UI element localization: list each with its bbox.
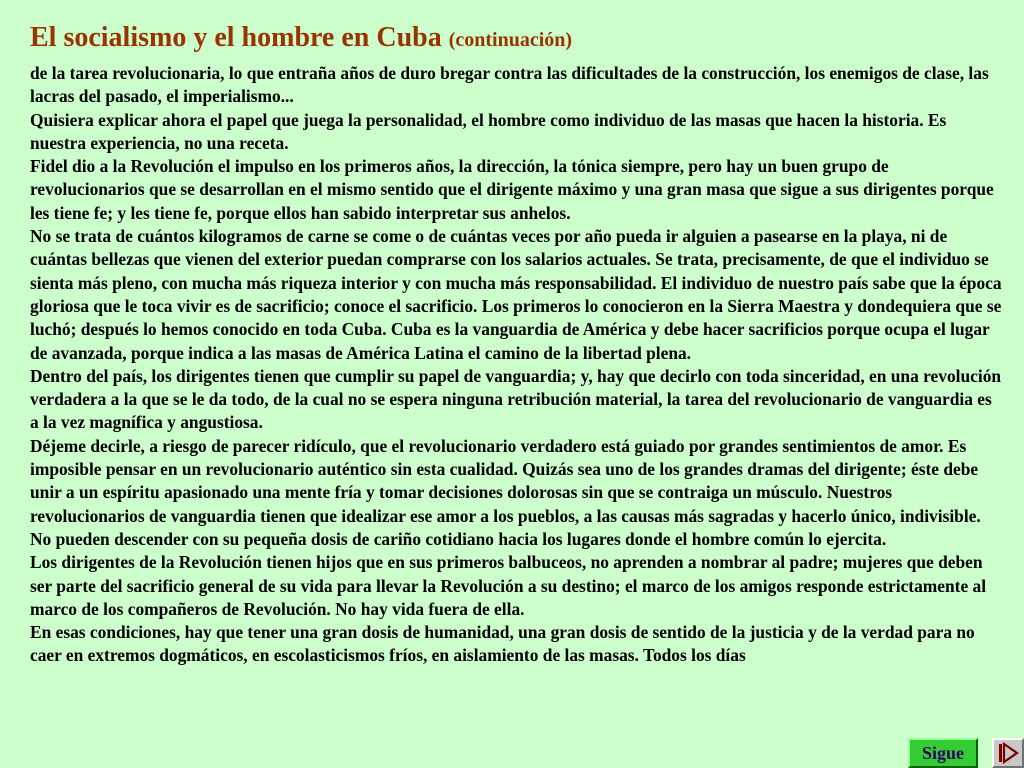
- next-button-label: Sigue: [921, 743, 964, 763]
- page-title: [30, 20, 572, 58]
- next-button[interactable]: [908, 738, 978, 768]
- paragraph: de la tarea revolucionaria, lo que entraña años de duro bregar contra las dificultades de la construcción, los enemigos de clase, las lacras del pasado, el imperialismo...: [30, 63, 989, 107]
- title-main: El socialismo y el hombre en Cuba: [30, 22, 442, 53]
- paragraph: Dentro del país, los dirigentes tienen que cumplir su papel de vanguardia; y, hay que decirlo con toda sinceridad, en una revolución verdadera a la que se le da todo, de la cual no se espera ninguna retribución material, la tarea del revolucionario de vanguardia es a la vez magnífica y angustiosa.: [30, 365, 1002, 433]
- title-subtitle: (continuación): [448, 29, 573, 51]
- body-text: [30, 62, 1002, 668]
- paragraph: Quisiera explicar ahora el papel que juega la personalidad, el hombre como individuo de las masas que hacen la historia. Es nuestra experiencia, no una receta.: [30, 109, 947, 153]
- end-button[interactable]: [992, 738, 1024, 768]
- paragraph: Fidel dio a la Revolución el impulso en los primeros años, la dirección, la tónica siempre, pero hay un buen grupo de revolucionarios que se desarrollan en el mismo sentido que el dirigente máximo y una gran masa que sigue a sus dirigentes porque les tiene fe; y les tiene fe, porque ellos han sabido interpretar sus anhelos.: [30, 156, 994, 223]
- paragraph: Déjeme decirle, a riesgo de parecer ridículo, que el revolucionario verdadero está guiado por grandes sentimientos de amor. Es imposible pensar en un revolucionario auténtico sin esta cualidad. Quizás sea uno de los grandes dramas del dirigente; éste debe unir a un espíritu apasionado una mente fría y tomar decisiones dolorosas sin que se contraiga un músculo. Nuestros revolucionarios de vanguardia tienen que idealizar ese amor a los pueblos, a las causas más sagradas y hacerlo único, indivisible. No pueden descender con su pequeña dosis de cariño cotidiano hacia los lugares donde el hombre común lo ejercita.: [30, 435, 981, 549]
- end-of-slideshow-icon: [994, 740, 1022, 766]
- paragraph: En esas condiciones, hay que tener una gran dosis de humanidad, una gran dosis de sentido de la justicia y de la verdad para no caer en extremos dogmáticos, en escolasticismos fríos, en aislamiento de las masas. Todos los días: [30, 622, 975, 666]
- paragraph: Los dirigentes de la Revolución tienen hijos que en sus primeros balbuceos, no aprenden a nombrar al padre; mujeres que deben ser parte del sacrificio general de su vida para llevar la Revolución a su destino; el marco de los amigos responde estrictamente al marco de los compañeros de Revolución. No hay vida fuera de ella.: [30, 552, 987, 619]
- paragraph: No se trata de cuántos kilogramos de carne se come o de cuántas veces por año pueda ir alguien a pasearse en la playa, ni de cuántas bellezas que vienen del exterior puedan comprarse con los salarios actuales. Se trata, precisamente, de que el individuo se sienta más pleno, con mucha más riqueza interior y con mucha más responsabilidad. El individuo de nuestro país sabe que la época gloriosa que le toca vivir es de sacrificio; conoce el sacrificio. Los primeros lo conocieron en la Sierra Maestra y dondequiera que se luchó; después lo hemos conocido en toda Cuba. Cuba es la vanguardia de América y debe hacer sacrificios porque ocupa el lugar de avanzada, porque indica a las masas de América Latina el camino de la libertad plena.: [30, 226, 1002, 363]
